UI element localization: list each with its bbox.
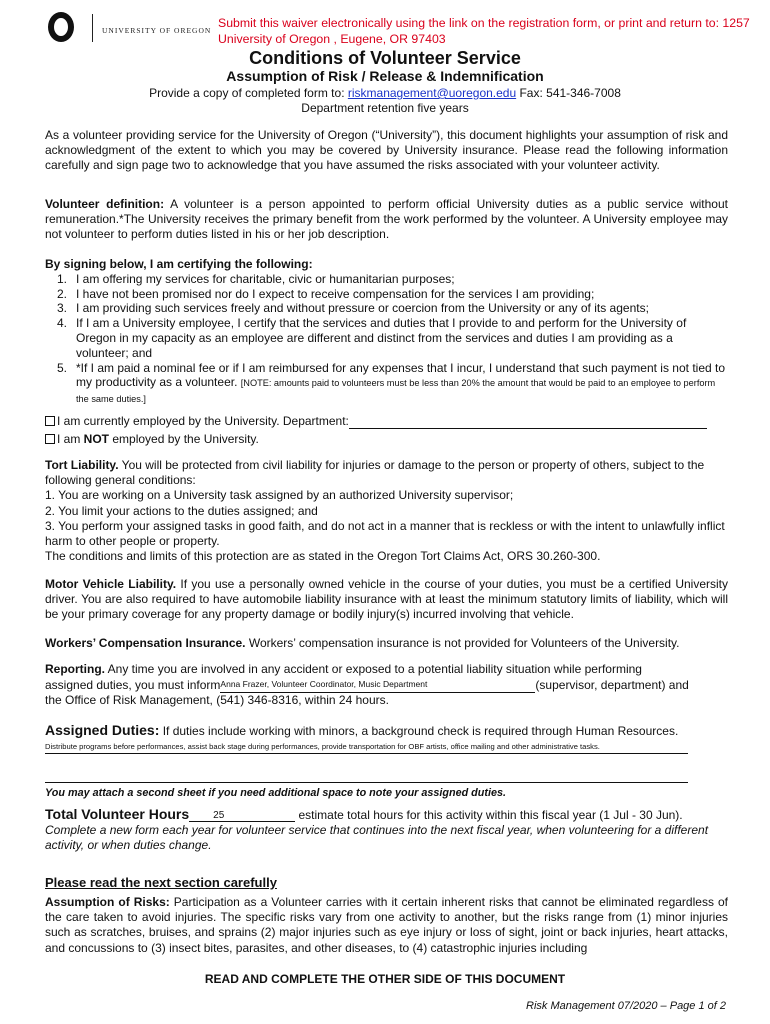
list-item: 4. If I am a University employee, I certify that the services and duties that I provide to and perform for the University of Oregon in my capacity as an employee are different and distinct from the services and duties I am providing as a volunteer; and [56, 316, 687, 360]
list-item: 3. I am providing such services freely and without pressure or coercion from the University or any of its agents; [56, 301, 649, 316]
total-hours-line: Total Volunteer Hours 25 estimate total hours for this activity within this fiscal year (1 Jul - 30 Jun). [45, 806, 683, 822]
not-employed-checkbox[interactable] [45, 434, 55, 444]
tort-liability-section: Tort Liability. You will be protected from civil liability for injuries or damage to the person or property of others, subject to the following general conditions: 1. You are working on a University task assigned by an authorized University supervisor; 2. You limit your actions to the duties assigned; and 3. You perform your assigned tasks in good faith, and do not act in a manner that is reckless or with the intent to unlawfully inflict harm to other people or property. The conditions and limits of this protection are as stated in the Oregon Tort Claims Act, ORS 30.260-300. [45, 458, 728, 564]
page-footer: Risk Management 07/2020 – Page 1 of 2 [526, 1000, 726, 1012]
logo-divider [92, 14, 93, 42]
department-field[interactable] [349, 416, 707, 429]
logo-text: UNIVERSITY OF OREGON [102, 26, 212, 35]
read-other-side: READ AND COMPLETE THE OTHER SIDE OF THIS DOCUMENT [204, 972, 566, 986]
provide-copy-line [0, 86, 770, 100]
employed-option [45, 414, 735, 429]
certify-section [45, 257, 728, 407]
tort-condition-2: 2. You limit your actions to the duties assigned; and [45, 503, 318, 518]
retention-line: Department retention five years [301, 101, 469, 115]
definition-label: Volunteer definition: [45, 197, 165, 211]
submission-notice: Submit this waiver electronically using the link on the registration form, or print and return to: 1257 University of Oregon , Eugene, OR 97403 [218, 16, 750, 46]
page-title: Conditions of Volunteer Service [249, 48, 521, 68]
provide-copy-prefix: Provide a copy of completed form to: [149, 86, 348, 100]
fax-number: Fax: 541-346-7008 [516, 86, 621, 100]
tort-condition-1: 1. You are working on a University task assigned by an authorized University supervisor; [45, 488, 514, 503]
assigned-duties-second-line[interactable] [45, 782, 688, 783]
not-employed-option: I am NOT employed by the University. [45, 432, 735, 447]
page-subtitle: Assumption of Risk / Release & Indemnification [226, 68, 544, 84]
attach-note: You may attach a second sheet if you need additional space to note your assigned duties. [45, 787, 506, 799]
total-hours-field[interactable]: 25 [189, 810, 295, 822]
motor-vehicle-section: Motor Vehicle Liability. If you use a personally owned vehicle in the course of your duties, you must be a certified University driver. You are also required to have automobile liability insurance with at least the minimum statutory limits of liability, which will be your primary coverage for any property damage or bodily injury(s) incurred involving that vehicle. [45, 577, 729, 622]
payment-note: [NOTE: amounts paid to volunteers must be less than 20% the amount that would be paid to an employee to perform the same duties.] [76, 378, 716, 405]
hours-note: Complete a new form each year for volunteer service that continues into the next fiscal year, when volunteering for a different activity, or when duties change. [45, 823, 709, 852]
next-section-heading: Please read the next section carefully [45, 875, 277, 890]
tort-condition-3: 3. You perform your assigned tasks in good faith, and do not act in a manner that is reckless or with the intent to unlawfully inflict harm to other people or property. [45, 518, 725, 549]
tort-closing: The conditions and limits of this protection are as stated in the Oregon Tort Claims Act, ORS 30.260-300. [45, 549, 601, 564]
assigned-duties-line: Assigned Duties: If duties include working with minors, a background check is required through Human Resources. [45, 722, 679, 738]
employed-label: I am currently employed by the University. Department: [57, 414, 349, 428]
supervisor-field[interactable]: Anna Frazer, Volunteer Coordinator, Music Department [220, 677, 535, 693]
assumption-of-risks: Assumption of Risks: Participation as a Volunteer carries with it certain inherent risks that cannot be eliminated regardless of the care taken to avoid injuries. The specific risks vary from one activity to another, but the risks range from (1) minor injuries such as scratches, bruises, and sprains (2) major injuries such as eye injury or loss of sight, joint or back injuries, heart attacks, and concussions to (3) insect bites, parasites, and other diseases, to (4) catastrophic injuries including [45, 895, 728, 955]
employed-checkbox[interactable] [45, 416, 55, 426]
list-item: 2. I have not been promised nor do I expect to receive compensation for the services I am providing; [56, 286, 595, 301]
definition-text: A volunteer is a person appointed to perform official University duties as a public service without remuneration.*The University receives the primary benefit from the work performed by the volunteer. A University employee may not volunteer to perform duties listed in his or her job description. [45, 197, 728, 242]
university-logo-icon [48, 12, 74, 42]
list-item: 5. *If I am paid a nominal fee or if I am reimbursed for any expenses that I incur, I understand that such payment is not tied to my productivity as a volunteer. [NOTE: amounts paid to volunteers must be less than 20% the amount that would be paid to an employee to perform the same duties.] [56, 360, 726, 405]
list-item: 1. I am offering my services for charitable, civic or humanitarian purposes; [56, 271, 455, 286]
workers-comp-section: Workers’ Compensation Insurance. Workers’ compensation insurance is not provided for Volunteers of the University. [45, 636, 680, 650]
reporting-section: Reporting. Any time you are involved in any accident or exposed to a potential liability situation while performing assigned duties, you must informAnna Frazer, Volunteer Coordinator, Music Department (supervisor, department) and the Office of Risk Management, (541) 346-8316, within 24 hours. [45, 662, 689, 708]
assigned-duties-field[interactable]: Distribute programs before performances, assist back stage during performances, provide transportation for OBF artists, office mailing and other administrative tasks. [45, 742, 688, 754]
risk-email-link[interactable]: riskmanagement@uoregon.edu [347, 86, 517, 100]
certify-heading: By signing below, I am certifying the following: [45, 257, 313, 271]
volunteer-definition [45, 197, 728, 243]
intro-paragraph: As a volunteer providing service for the University of Oregon (“University”), this document highlights your assumption of risk and acknowledgment of the extent to which you may be covered by University insurance. Please read the following information carefully and sign page two to acknowledge that you have assumed the risks associated with your volunteer activity. [45, 128, 728, 173]
